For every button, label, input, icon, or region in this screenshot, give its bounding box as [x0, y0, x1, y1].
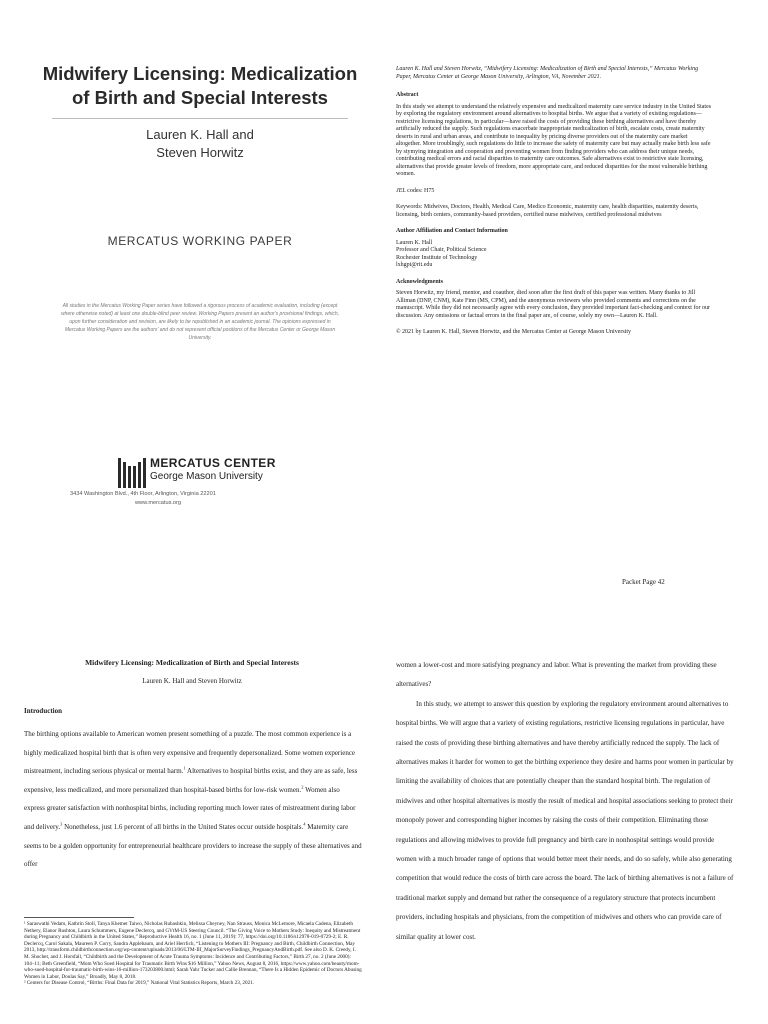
- intro-text-1: The birthing options available to American women present something of a puzzle. The most common experience is a highly medicalized hospital birth that is often very expensive and frequently depersonalized. Some women experience mistreatment, including serious physical or mental harm.: [24, 730, 356, 776]
- cover-divider: [52, 118, 348, 119]
- cover-authors: [40, 126, 360, 162]
- paper-title: Midwifery Licensing: Medicalization of Birth and Special Interests: [85, 658, 299, 667]
- affiliation-email: lxhgpt@rit.edu: [396, 262, 433, 268]
- jel-value: codes: H75: [405, 187, 435, 194]
- jel-codes: [396, 188, 714, 196]
- footnote-2: ² Centers for Disease Control, “Births: Final Data for 2019,” National Vital Statistics Reports, March 23, 2021.: [24, 980, 255, 987]
- affiliation-heading: Author Affiliation and Contact Information: [396, 228, 508, 234]
- footnote-ref-1: 1: [183, 765, 186, 771]
- keywords: Keywords: Midwives, Doctors, Health, Medical Care, Medico Economic, maternity care, health disparities, maternity deserts, licensing, birth centers, community-based providers, certified nurse midwives, certified professional midwives: [396, 204, 699, 218]
- series-disclaimer: All studies in the Mercatus Working Paper series have followed a rigorous process of academic evaluation, including (except where otherwise noted) at least one double-blind peer review. Working Papers present an author's provisional findings, which, upon further consideration and revision, are likely to be republished in an academic journal. The opinions expressed in Mercatus Working Papers are the authors' and do not represent official positions of the Mercatus Center or George Mason University.: [60, 303, 340, 341]
- abstract-page: [396, 66, 714, 337]
- website-url: www.mercatus.org: [135, 500, 182, 506]
- paper-authors: Lauren K. Hall and Steven Horwitz: [142, 677, 242, 685]
- acknowledgments-heading: Acknowledgments: [396, 278, 444, 285]
- right-column: [396, 656, 736, 947]
- intro-text-3: Women also express greater satisfaction with nonhospital births, including reporting much lower rates of mistreatment during labor and delivery.: [24, 785, 356, 831]
- citation: Lauren K. Hall and Steven Horwitz, “Midwifery Licensing: Medicalization of Birth and Special Interests,” Mercatus Working Paper, Mercatus Center at George Mason University, Arlington, VA, November 2021.: [396, 66, 699, 80]
- footnotes: [24, 917, 362, 987]
- affiliation-title: Professor and Chair, Political Science: [396, 247, 487, 253]
- footnote-1: ¹ Saraswathi Vedam, Kathrin Stoll, Tanya Khemet Taiwo, Nicholas Rubashkin, Melissa Cheyney, Nan Strauss, Monica McLemore, Micaela Cadena, Elizabeth Nethery, Elanor Rushton, Laura Schummers, Eugene Declercq, and GVtM-US Steering Council. “The Giving Voice to Mothers Study: Inequity and Mistreatment during Pregnancy and Childbirth in the United States,” Reproductive Health 16, no. 1 (June 11, 2019): 77, https://doi.org/10.1186/s12978-019-0729-2; E. R. Declercq, Carol Sakala, Maureen P. Corry, Sandra Applebaum, and Ariel Herrlich, “Listening to Mothers III: Pregnancy and Birth, Childbirth Connection, May 2013, http://transform.childbirthconnection.org/wp-content/uploads/2013/06/LTM-III_MajorSurveyFindings_PregnancyAndBirth.pdf. See also D. K. Creedy, I. M. Shochet, and J. Horsfall, “Childbirth and the Development of Acute Trauma Symptoms: Incidence and Contributing Factors,” Birth 27, no. 2 (June 2000): 104–11; Beth Greenfield, “Mom Who Sued Hospital for Traumatic Birth Wins $16 Million,” Yahoo News, August 8, 2016, https://www.yahoo.com/beauty/mom-who-sued-hospital-for-traumatic-birth-wins-16-million-173203800.html; Sarah Yahr Tucker and Callie Brennan, “There Is a Hidden Epidemic of Doctors Abusing Women in Labor, Doulas Say,” Broadly, May 8, 2018.: [24, 921, 362, 980]
- footnote-ref-4: 4: [303, 821, 306, 827]
- series-label: MERCATUS WORKING PAPER: [107, 234, 293, 248]
- mercatus-mark-icon: [118, 456, 146, 490]
- abstract-heading: Abstract: [396, 92, 419, 98]
- logo-subtitle: George Mason University: [150, 471, 263, 482]
- body-paragraph-2: In this study, we attempt to answer this question by exploring the regulatory environment around alternatives to hospital births. We will argue that a variety of existing regulations, restrictive licensing regulations in particular, have raised the costs of providing these birthing alternatives and have thereby artificially reduced the supply. The lack of alternatives makes it harder for women to get the birthing experience they desire and harms poor women in particular by limiting the availability of choices that are potentially cheaper than the standard hospital birth. The regulation of midwives and other hospital alternatives is mostly the result of medical and hospital associations seeking to protect their monopoly power and corresponding higher incomes by raising the costs of their competition. Eliminating those regulations and allowing midwives to provide full pregnancy and birth care in nonhospital settings would provide women with a much broader range of options that would better meet their needs, and do so safely, while also generating competition that would reduce the costs of birth care across the board. The lack of birthing alternatives is not a failure of traditional market supply and demand but rather the consequence of a regulatory structure that protects incumbent providers, including hospitals and physicians, from the competition of midwives and others who can provide care of similar quality at lower cost.: [396, 699, 734, 941]
- intro-text-5: Maternity care seems to be a golden opportunity for entrepreneurial healthcare providers to increase the supply of these alternatives and offer: [24, 822, 362, 869]
- intro-heading: Introduction: [24, 707, 62, 715]
- packet-page-number: Packet Page 42: [622, 578, 665, 586]
- cover-page: [0, 0, 380, 600]
- body-paragraph-1: women a lower-cost and more satisfying pregnancy and labor. What is preventing the market from providing these alternatives?: [396, 661, 717, 689]
- mercatus-logo: [118, 456, 318, 496]
- jel-label: JEL: [396, 187, 406, 194]
- cover-title: [40, 62, 360, 110]
- copyright: © 2021 by Lauren K. Hall, Steven Horwitz, and the Mercatus Center at George Mason University: [396, 329, 632, 335]
- intro-text-2: Alternatives to hospital births exist, and they are as safe, less expensive, less medicalized, and more personalized than hospital-based births for low-risk women.: [24, 767, 358, 794]
- intro-text-4: Nonetheless, just 1.6 percent of all births in the United States occur outside hospitals.: [62, 822, 304, 831]
- cover-title-line-2: of Birth and Special Interests: [72, 87, 328, 108]
- address: 3434 Washington Blvd., 4th Floor, Arlington, Virginia 22201: [70, 491, 216, 497]
- footnote-divider: [24, 917, 134, 918]
- cover-author-line-2: Steven Horwitz: [156, 145, 244, 160]
- logo-name: MERCATUS CENTER: [150, 456, 276, 470]
- affiliation-name: Lauren K. Hall: [396, 239, 433, 246]
- intro-paragraph: [24, 725, 362, 874]
- cover-title-line-1: Midwifery Licensing: Medicalization: [42, 63, 358, 84]
- paper-first-page: [0, 640, 768, 1024]
- abstract-text: In this study we attempt to understand the relatively expensive and medicalized maternity care service industry in the United States by exploring the regulatory environment around alternatives to hospital births. We argue that a variety of existing regulations—restrictive licensing regulations, in particular—have raised the costs of providing these birthing alternatives and have thereby artificially reduced the supply. Such regulations exacerbate inappropriate medicalization of birth, escalate costs, create maternity deserts in rural and urban areas, and contribute to inequality by pricing diverse providers out of the maternity care market altogether. More troublingly, such regulations do little to increase the safety of maternity care but may actually make birth less safe by stymying integration and cooperation and preventing women from finding providers who can address their unique needs, contributing medical errors and racial disparities to maternity care outcomes. Safe alternatives exist to restrictive state licensing, alternatives that provide greater levels of freedom, more appropriate care, and reduced disparities for the most vulnerable birthing women.: [396, 103, 712, 177]
- acknowledgments-text: Steven Horwitz, my friend, mentor, and coauthor, died soon after the first draft of this paper was written. Many thanks to Jill Alliman (DNP, CNM), Kate Finn (MS, CPM), and the anonymous reviewers who provided comments and corrections on the manuscript. While they did not necessarily agree with every conclusion, they provided important fact-checking and context for our discussion. Any omissions or factual errors in the final paper are, of course, solely my own—Lauren K. Hall.: [396, 290, 710, 319]
- cover-author-line-1: Lauren K. Hall and: [146, 127, 254, 142]
- affiliation-institution: Rochester Institute of Technology: [396, 254, 478, 261]
- footnote-ref-3: 3: [60, 821, 63, 827]
- footnote-ref-2: 2: [301, 784, 304, 790]
